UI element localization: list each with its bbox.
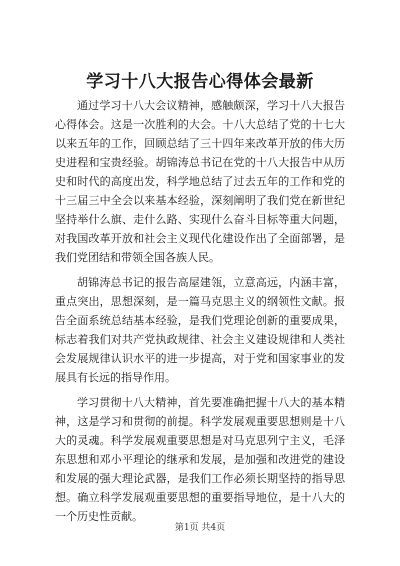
page-number: 第1页 共4页 bbox=[174, 523, 226, 533]
paragraph-3: 学习贯彻十八大精神，首先要准确把握十八大的基本精神，这是学习和贯彻的前提。科学发展观重要思想则是十八大的灵魂。科学发展观重要思想是对马克思列宁主义，毛泽东思想和邓小平理论的继承和发展，是加强和改进党的建设和发展的强大理论武器，是我们工作必须长期坚持的指导思想。确立科学发展观重要思想的重要指导地位，是十八大的一个历史性贡献。 bbox=[55, 396, 345, 523]
paragraph-1: 通过学习十八大会议精神，感触颇深，学习十八大报告心得体会。这是一次胜利的大会。十八大总结了党的十七大以来五年的工作，回顾总结了三十四年来改革开放的伟大历史进程和宝贵经验。胡锦涛总书记在党的十八大报告中从历史和时代的高度出发，科学地总结了过去五年的工作和党的十三届三中全会以来基本经验，深刻阐明了我们党在新世纪坚持举什么旗、走什么路、实现什么奋斗目标等重大问题，对我国改革开放和社会主义现代化建设作出了全面部署，是我们党团结和带领全国各族人民。 bbox=[55, 99, 345, 264]
document-body bbox=[55, 96, 345, 532]
paragraph-2: 胡锦涛总书记的报告高屋建瓴，立意高远，内涵丰富，重点突出，思想深刻，是一篇马克思主义的纲领性文献。报告全面系统总结基本经验，是我们党理论创新的重要成果，标志着我们对共产党执政规律、社会主义建设规律和人类社会发展规律认识水平的进一步提高，对于党和国家事业的发展具有长远的指导作用。 bbox=[55, 276, 345, 384]
document-title: 学习十八大报告心得体会最新 bbox=[86, 72, 314, 92]
